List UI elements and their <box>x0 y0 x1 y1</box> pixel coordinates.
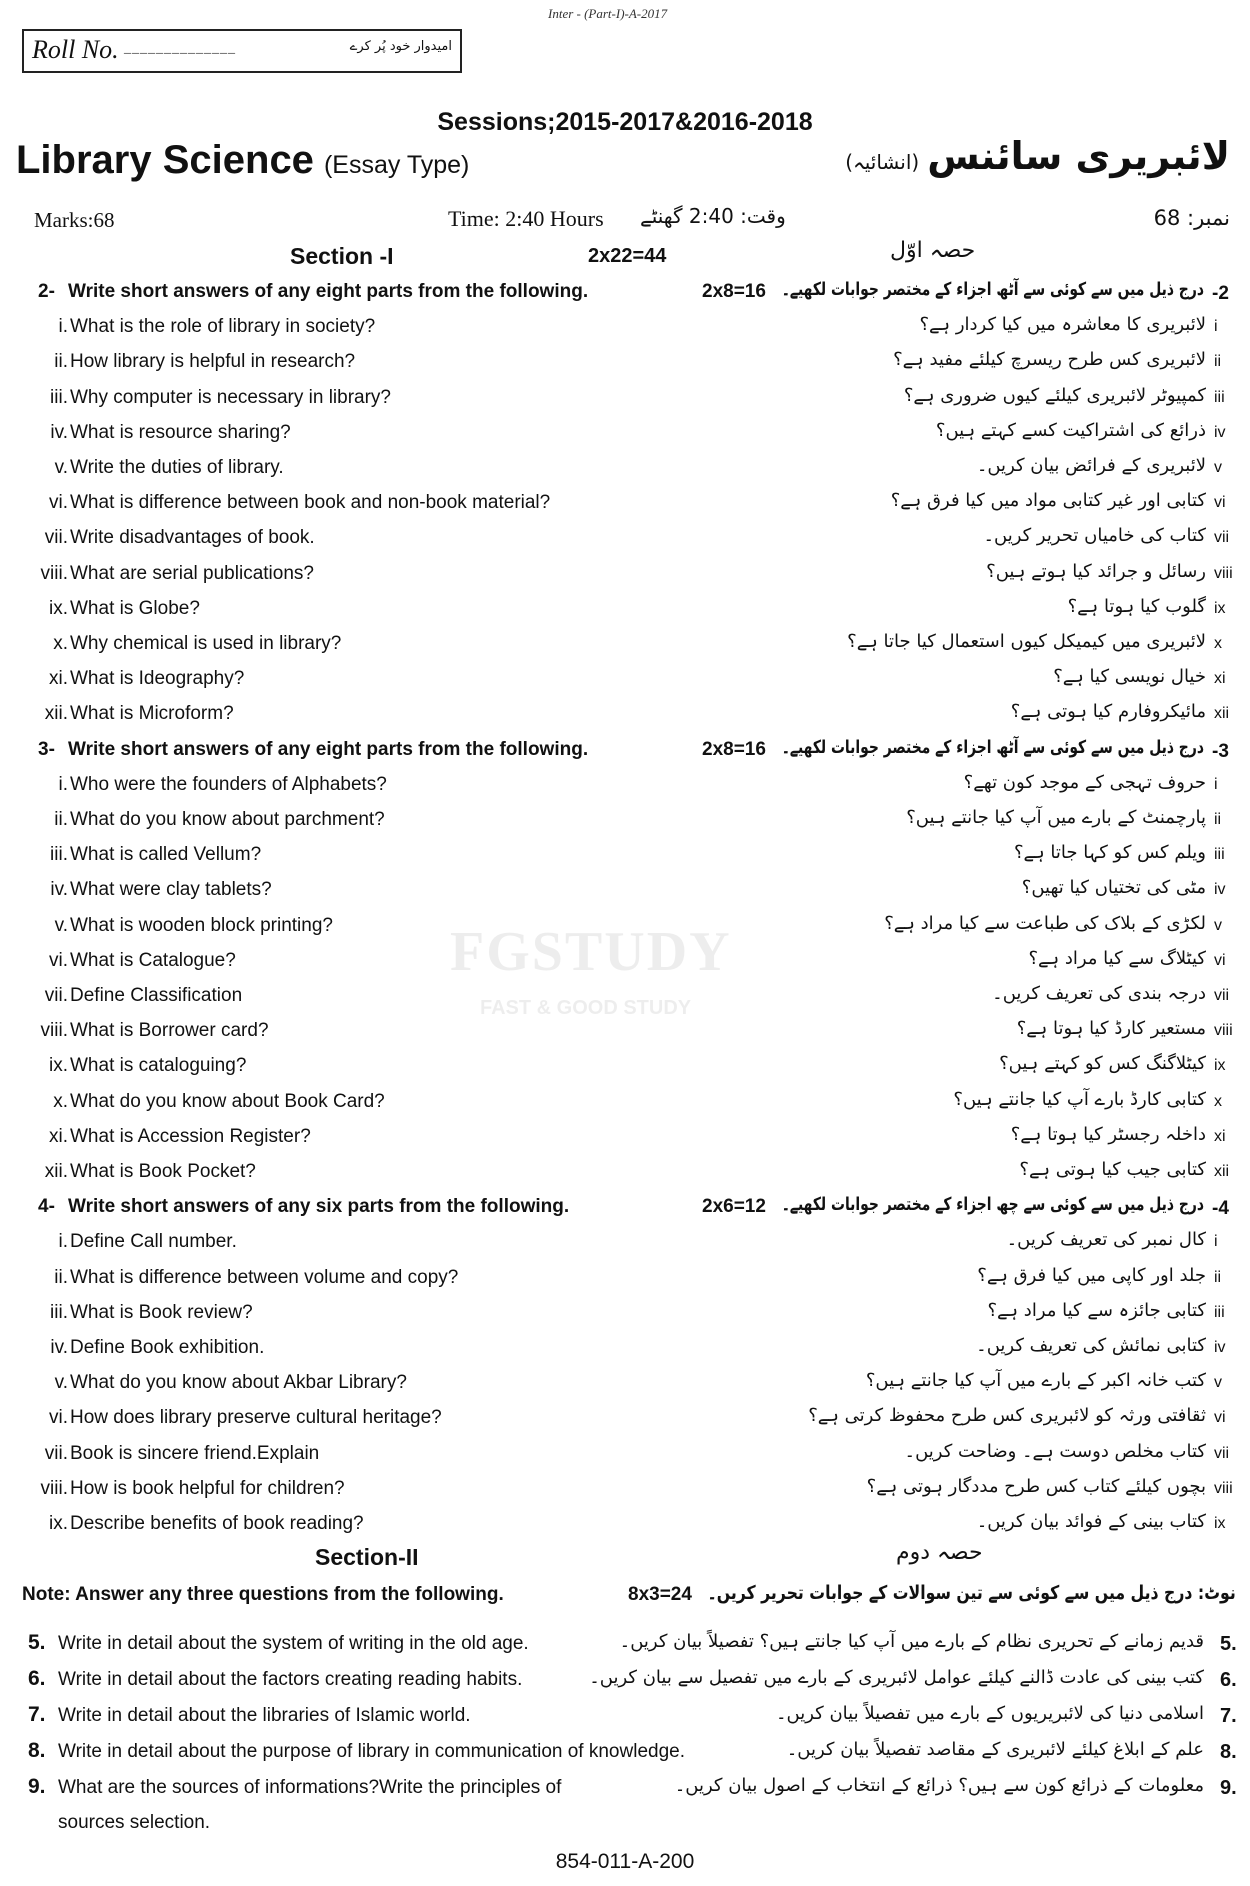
part-number: iv. <box>50 1337 68 1358</box>
question-part <box>0 909 1250 944</box>
part-text-urdu: کتاب مخلص دوست ہے۔ وضاحت کریں۔ <box>904 1440 1206 1462</box>
question-part <box>0 521 1250 556</box>
question-part <box>0 1261 1250 1296</box>
part-text-urdu: کتابی کارڈ بارے آپ کیا جانتے ہیں؟ <box>953 1088 1206 1110</box>
part-number-urdu: i <box>1214 775 1218 793</box>
long-question-number: 5. <box>28 1631 46 1654</box>
part-text-urdu: کمپیوٹر لائبریری کیلئے کیوں ضروری ہے؟ <box>903 384 1206 406</box>
question-part <box>0 1437 1250 1472</box>
question-part <box>0 1049 1250 1084</box>
part-number-urdu: v <box>1214 459 1222 476</box>
part-text-urdu: کتاب بینی کے فوائد بیان کریں۔ <box>976 1511 1206 1532</box>
part-text: What is Accession Register? <box>70 1125 311 1147</box>
question-part <box>0 1225 1250 1260</box>
part-number-urdu: ii <box>1214 353 1222 371</box>
part-text: What do you know about Book Card? <box>70 1090 385 1112</box>
question-number-urdu: -4 <box>1212 1198 1229 1220</box>
part-text-urdu: لائبریری کے فرائض بیان کریں۔ <box>976 455 1206 476</box>
part-text-urdu: کال نمبر کی تعریف کریں۔ <box>1006 1229 1206 1251</box>
total-marks-urdu: نمبر: 68 <box>1153 206 1230 230</box>
section-1-title-urdu: حصہ اوّل <box>890 238 976 263</box>
part-number: i. <box>58 1231 68 1253</box>
part-text: What is cataloguing? <box>70 1055 247 1077</box>
part-text-urdu: لائبریری کا معاشرہ میں کیا کردار ہے؟ <box>919 314 1206 336</box>
part-number-urdu: xi <box>1214 1127 1226 1145</box>
time-allowed-urdu: وقت: 2:40 گھنٹے <box>640 204 786 228</box>
question-instruction-urdu: درج ذیل میں سے کوئی سے چھ اجزاء کے مختصر جوابات لکھیے۔ <box>781 1194 1204 1216</box>
part-number-urdu: vi <box>1214 1409 1226 1427</box>
long-question-text: Write in detail about the system of writing in the old age. <box>58 1633 529 1654</box>
paper-type: (Essay Type) <box>323 151 470 179</box>
long-question <box>0 1663 1250 1699</box>
question-instruction: Write short answers of any eight parts from the following. <box>68 738 589 760</box>
part-text: What is Book Pocket? <box>70 1161 256 1182</box>
part-text-urdu: ثقافتی ورثہ کو لائبریری کس طرح محفوظ کرتی ہے؟ <box>808 1405 1206 1427</box>
part-text: How does library preserve cultural heritage? <box>70 1407 442 1429</box>
long-question-text-urdu: کتب بینی کی عادت ڈالنے کیلئے عوامل لائبریری کے بارے میں تفصیل سے بیان کریں۔ <box>589 1667 1204 1688</box>
part-number: viii. <box>40 1020 68 1042</box>
part-text: What is Globe? <box>70 597 200 619</box>
long-question-text: Write in detail about the factors creating reading habits. <box>58 1669 523 1690</box>
long-question-text: Write in detail about the purpose of library in communication of knowledge. <box>58 1741 685 1762</box>
question-9-continuation: sources selection. <box>58 1812 211 1833</box>
question-part <box>0 486 1250 521</box>
question-part <box>0 768 1250 803</box>
part-text-urdu: داخلہ رجسٹر کیا ہوتا ہے؟ <box>1010 1123 1206 1145</box>
subject-title <box>16 138 469 183</box>
part-number: iii. <box>50 844 68 866</box>
part-text: How library is helpful in research? <box>70 351 356 373</box>
part-number: xi. <box>49 1125 68 1147</box>
part-text-urdu: کتاب کی خامیاں تحریر کریں۔ <box>983 525 1206 547</box>
roll-number-field: ______________ <box>124 41 236 56</box>
subject-title-text: Library Science <box>16 138 314 182</box>
part-number-urdu: vii <box>1214 529 1230 547</box>
part-text: What is wooden block printing? <box>70 914 333 936</box>
roll-number-box <box>22 29 462 73</box>
part-text-urdu: کتابی اور غیر کتابی مواد میں کیا فرق ہے؟ <box>890 490 1206 512</box>
question-part <box>0 803 1250 838</box>
question-marks: 2x6=12 <box>702 1196 766 1218</box>
long-question-number-urdu: 5. <box>1220 1633 1237 1655</box>
part-number-urdu: vi <box>1214 494 1226 512</box>
part-number: x. <box>53 1090 68 1112</box>
part-number-urdu: viii <box>1214 564 1233 582</box>
part-number-urdu: iii <box>1214 388 1225 406</box>
section-2-marks: 8x3=24 <box>628 1584 692 1605</box>
part-text-urdu: لائبریری میں کیمیکل کیوں استعمال کیا جاتا ہے؟ <box>847 631 1206 652</box>
question-part <box>0 979 1250 1014</box>
part-number: viii. <box>40 562 68 584</box>
question-part <box>0 1085 1250 1120</box>
part-text-urdu: ویلم کس کو کہا جاتا ہے؟ <box>1014 842 1206 864</box>
roll-number-label: Roll No. <box>32 35 119 64</box>
part-number-urdu: ix <box>1214 599 1226 617</box>
part-number-urdu: vi <box>1214 951 1226 969</box>
long-question-text-urdu: معلومات کے ذرائع کون سے ہیں؟ ذرائع کے انتخاب کے اصول بیان کریں۔ <box>674 1775 1204 1796</box>
long-question-number: 7. <box>28 1703 46 1726</box>
long-question-number-urdu: 9. <box>1220 1777 1237 1799</box>
part-number: xii. <box>44 1161 68 1182</box>
question-part <box>0 381 1250 416</box>
question-part <box>0 697 1250 732</box>
part-text-urdu: لکڑی کے بلاک کی طباعت سے کیا مراد ہے؟ <box>884 912 1206 934</box>
part-number-urdu: x <box>1214 635 1222 652</box>
part-text-urdu: مائیکروفارم کیا ہوتی ہے؟ <box>1010 701 1206 723</box>
part-number: ii. <box>54 809 68 830</box>
part-text-urdu: ذرائع کی اشتراکیت کسے کہتے ہیں؟ <box>935 419 1206 441</box>
long-question-text: Write in detail about the libraries of Islamic world. <box>58 1705 471 1726</box>
part-number-urdu: viii <box>1214 1479 1233 1497</box>
long-question-number: 9. <box>28 1775 46 1798</box>
paper-type-urdu: (انشائیہ) <box>845 150 920 174</box>
part-text: Who were the founders of Alphabets? <box>70 773 387 795</box>
question-number-urdu: -3 <box>1212 740 1229 762</box>
part-number-urdu: i <box>1214 1233 1218 1251</box>
part-text-urdu: کتابی نمائش کی تعریف کریں۔ <box>976 1335 1206 1356</box>
part-number-urdu: vii <box>1214 1444 1230 1462</box>
part-text: Write the duties of library. <box>70 457 284 478</box>
question-part <box>0 416 1250 451</box>
part-text-urdu: لائبریری کس طرح ریسرچ کیلئے مفید ہے؟ <box>893 349 1206 371</box>
question-instruction: Write short answers of any eight parts from the following. <box>68 281 589 302</box>
part-number-urdu: vii <box>1214 987 1230 1004</box>
long-question <box>0 1627 1250 1663</box>
part-text: What were clay tablets? <box>70 879 272 901</box>
part-text: What is the role of library in society? <box>70 316 376 338</box>
part-number-urdu: xii <box>1214 1163 1230 1180</box>
part-text: What do you know about Akbar Library? <box>70 1372 407 1394</box>
long-question-number-urdu: 7. <box>1220 1705 1237 1727</box>
part-text: What is Borrower card? <box>70 1020 269 1042</box>
section-2-title: Section-II <box>315 1544 419 1570</box>
subject-title-urdu-text: لائبریری سائنس <box>927 134 1230 178</box>
part-number-urdu: viii <box>1214 1022 1233 1040</box>
long-question-number: 8. <box>28 1739 46 1762</box>
part-number-urdu: xii <box>1214 705 1230 723</box>
long-question-text: What are the sources of informations?Write the principles of <box>58 1777 562 1798</box>
question-number-urdu: -2 <box>1212 283 1229 304</box>
question-part <box>0 592 1250 627</box>
question-part <box>0 1120 1250 1155</box>
time-allowed: Time: 2:40 Hours <box>448 206 604 231</box>
part-text: Define Call number. <box>70 1231 237 1253</box>
long-question <box>0 1771 1250 1807</box>
question-part <box>0 1401 1250 1436</box>
part-number-urdu: i <box>1214 318 1218 336</box>
question-instruction-urdu: درج ذیل میں سے کوئی سے آٹھ اجزاء کے مختصر جوابات لکھیے۔ <box>781 736 1204 758</box>
part-text: What is Catalogue? <box>70 949 236 971</box>
section-1-title: Section -I <box>290 243 394 269</box>
part-text: What is called Vellum? <box>70 844 262 866</box>
question-instruction: Write short answers of any six parts from the following. <box>68 1196 570 1218</box>
question-part <box>0 1155 1250 1190</box>
question-part <box>0 1507 1250 1542</box>
part-text: What are serial publications? <box>70 562 314 584</box>
part-number-urdu: iii <box>1214 1303 1225 1321</box>
question-part <box>0 345 1250 380</box>
part-number-urdu: iv <box>1214 423 1226 441</box>
question-part <box>0 1014 1250 1049</box>
part-text-urdu: جلد اور کاپی میں کیا فرق ہے؟ <box>977 1264 1206 1286</box>
part-number: vi. <box>49 949 68 971</box>
question-marks: 2x8=16 <box>702 281 766 302</box>
part-number: v. <box>54 457 68 478</box>
paper-code: Inter - (Part-I)-A-2017 <box>548 6 668 21</box>
part-number-urdu: iv <box>1214 881 1226 899</box>
part-number: i. <box>58 316 68 338</box>
part-text-urdu: کتب خانہ اکبر کے بارے میں آپ کیا جانتے ہیں؟ <box>865 1370 1206 1392</box>
footer-code: 854-011-A-200 <box>555 1850 695 1873</box>
part-number: vi. <box>49 1407 68 1429</box>
part-text: What is resource sharing? <box>70 421 291 443</box>
part-text: Write disadvantages of book. <box>70 527 315 549</box>
section-2-title-urdu: حصہ دوم <box>896 1540 983 1565</box>
part-number: v. <box>54 914 68 936</box>
part-number: vii. <box>44 985 68 1006</box>
part-text-urdu: درجہ بندی کی تعریف کریں۔ <box>992 983 1206 1004</box>
part-text: What is difference between book and non-book material? <box>70 492 551 514</box>
watermark: FGSTUDY <box>450 921 732 983</box>
question-part <box>0 944 1250 979</box>
long-question-number: 6. <box>28 1667 46 1690</box>
long-question-text-urdu: قدیم زمانے کے تحریری نظام کے بارے میں آپ کیا جانتے ہیں؟ تفصیلاً بیان کریں۔ <box>619 1631 1204 1652</box>
part-number-urdu: ii <box>1214 811 1222 828</box>
part-text-urdu: کتابی جیب کیا ہوتی ہے؟ <box>1019 1159 1206 1180</box>
watermark-subtitle: FAST & GOOD STUDY <box>480 997 692 1019</box>
question-number: 2- <box>38 281 55 302</box>
question-number: 4- <box>38 1196 55 1218</box>
part-text: Why computer is necessary in library? <box>70 386 391 408</box>
total-marks: Marks:68 <box>34 208 115 232</box>
part-text: What is Microform? <box>70 703 234 725</box>
part-text: What is Ideography? <box>70 668 245 690</box>
question-part <box>0 627 1250 662</box>
question-part <box>0 557 1250 592</box>
part-text-urdu: حروف تہجی کے موجد کون تھے؟ <box>963 771 1206 793</box>
roll-number-urdu-note: امیدوار خود پُر کرے <box>349 39 452 54</box>
part-number: xi. <box>49 668 68 690</box>
part-number: vi. <box>49 492 68 514</box>
question-part <box>0 1296 1250 1331</box>
long-question-text-urdu: اسلامی دنیا کی لائبریریوں کے بارے میں تفصیلاً بیان کریں۔ <box>775 1703 1204 1724</box>
question-part <box>0 1366 1250 1401</box>
part-text-urdu: رسائل و جرائد کیا ہوتے ہیں؟ <box>986 560 1206 582</box>
part-text: Book is sincere friend.Explain <box>70 1442 320 1464</box>
part-number-urdu: v <box>1214 1374 1222 1392</box>
question-part <box>0 1331 1250 1366</box>
question-part <box>0 662 1250 697</box>
part-number: xii. <box>44 703 68 725</box>
part-number-urdu: v <box>1214 916 1222 934</box>
part-number: ii. <box>54 351 68 373</box>
part-number-urdu: x <box>1214 1092 1222 1110</box>
part-number: x. <box>53 633 68 654</box>
question-instruction-urdu: درج ذیل میں سے کوئی سے آٹھ اجزاء کے مختصر جوابات لکھیے۔ <box>781 279 1204 300</box>
part-number: iv. <box>50 421 68 443</box>
question-header <box>0 1190 1250 1225</box>
question-part <box>0 451 1250 486</box>
part-text-urdu: مستعیر کارڈ کیا ہوتا ہے؟ <box>1016 1018 1206 1040</box>
part-number-urdu: ii <box>1214 1268 1222 1286</box>
part-number-urdu: iii <box>1214 846 1225 864</box>
long-question <box>0 1699 1250 1735</box>
section-1-marks: 2x22=44 <box>588 245 667 267</box>
part-text: How is book helpful for children? <box>70 1477 345 1499</box>
long-question <box>0 1735 1250 1771</box>
part-number: ix. <box>49 1513 68 1534</box>
part-text-urdu: مٹی کی تختیاں کیا تھیں؟ <box>1021 877 1206 899</box>
part-text-urdu: پارچمنٹ کے بارے میں آپ کیا جانتے ہیں؟ <box>906 807 1206 828</box>
part-number: ii. <box>54 1266 68 1288</box>
long-question-number-urdu: 8. <box>1220 1741 1237 1763</box>
question-number: 3- <box>38 738 55 760</box>
part-number: v. <box>54 1372 68 1394</box>
sessions: Sessions;2015-2017&2016-2018 <box>437 108 813 136</box>
part-number-urdu: iv <box>1214 1339 1226 1356</box>
question-part <box>0 1472 1250 1507</box>
part-number-urdu: xi <box>1214 670 1226 688</box>
long-question-text-urdu: علم کے ابلاغ کیلئے لائبریری کے مقاصد تفصیلاً بیان کریں۔ <box>786 1739 1204 1760</box>
part-text: Define Book exhibition. <box>70 1337 265 1358</box>
part-number: iv. <box>50 879 68 901</box>
part-text-urdu: کتابی جائزہ سے کیا مراد ہے؟ <box>987 1299 1206 1321</box>
question-part <box>0 310 1250 345</box>
part-number-urdu: ix <box>1214 1057 1226 1075</box>
question-header <box>0 275 1250 310</box>
question-marks: 2x8=16 <box>702 738 766 760</box>
part-text-urdu: بچوں کیلئے کتاب کس طرح مددگار ہوتی ہے؟ <box>866 1475 1206 1497</box>
part-text-urdu: گلوب کیا ہوتا ہے؟ <box>1067 595 1206 617</box>
part-text: What is Book review? <box>70 1301 253 1323</box>
section-2-note-urdu: نوٹ: درج ذیل میں سے کوئی سے تین سوالات کے جوابات تحریر کریں۔ <box>707 1582 1236 1604</box>
part-text: Why chemical is used in library? <box>70 633 342 654</box>
long-question-number-urdu: 6. <box>1220 1669 1237 1691</box>
part-text-urdu: کیٹلاگ سے کیا مراد ہے؟ <box>1028 947 1206 969</box>
part-text-urdu: کیٹلاگنگ کس کو کہتے ہیں؟ <box>999 1053 1206 1075</box>
part-number: ix. <box>49 597 68 619</box>
part-text: Describe benefits of book reading? <box>70 1513 364 1534</box>
part-text-urdu: خیال نویسی کیا ہے؟ <box>1053 666 1206 688</box>
subject-title-urdu <box>845 134 1230 178</box>
part-text: What is difference between volume and copy? <box>70 1266 459 1288</box>
part-number-urdu: ix <box>1214 1515 1226 1532</box>
question-header <box>0 733 1250 768</box>
question-part <box>0 873 1250 908</box>
part-number: i. <box>58 773 68 795</box>
part-number: ix. <box>49 1055 68 1077</box>
part-number: viii. <box>40 1477 68 1499</box>
part-number: iii. <box>50 1301 68 1323</box>
part-text: Define Classification <box>70 985 243 1006</box>
section-2-note: Note: Answer any three questions from the following. <box>22 1584 504 1605</box>
question-part <box>0 838 1250 873</box>
part-number: iii. <box>50 386 68 408</box>
part-number: vii. <box>44 527 68 549</box>
part-text: What do you know about parchment? <box>70 809 385 830</box>
part-number: vii. <box>44 1442 68 1464</box>
